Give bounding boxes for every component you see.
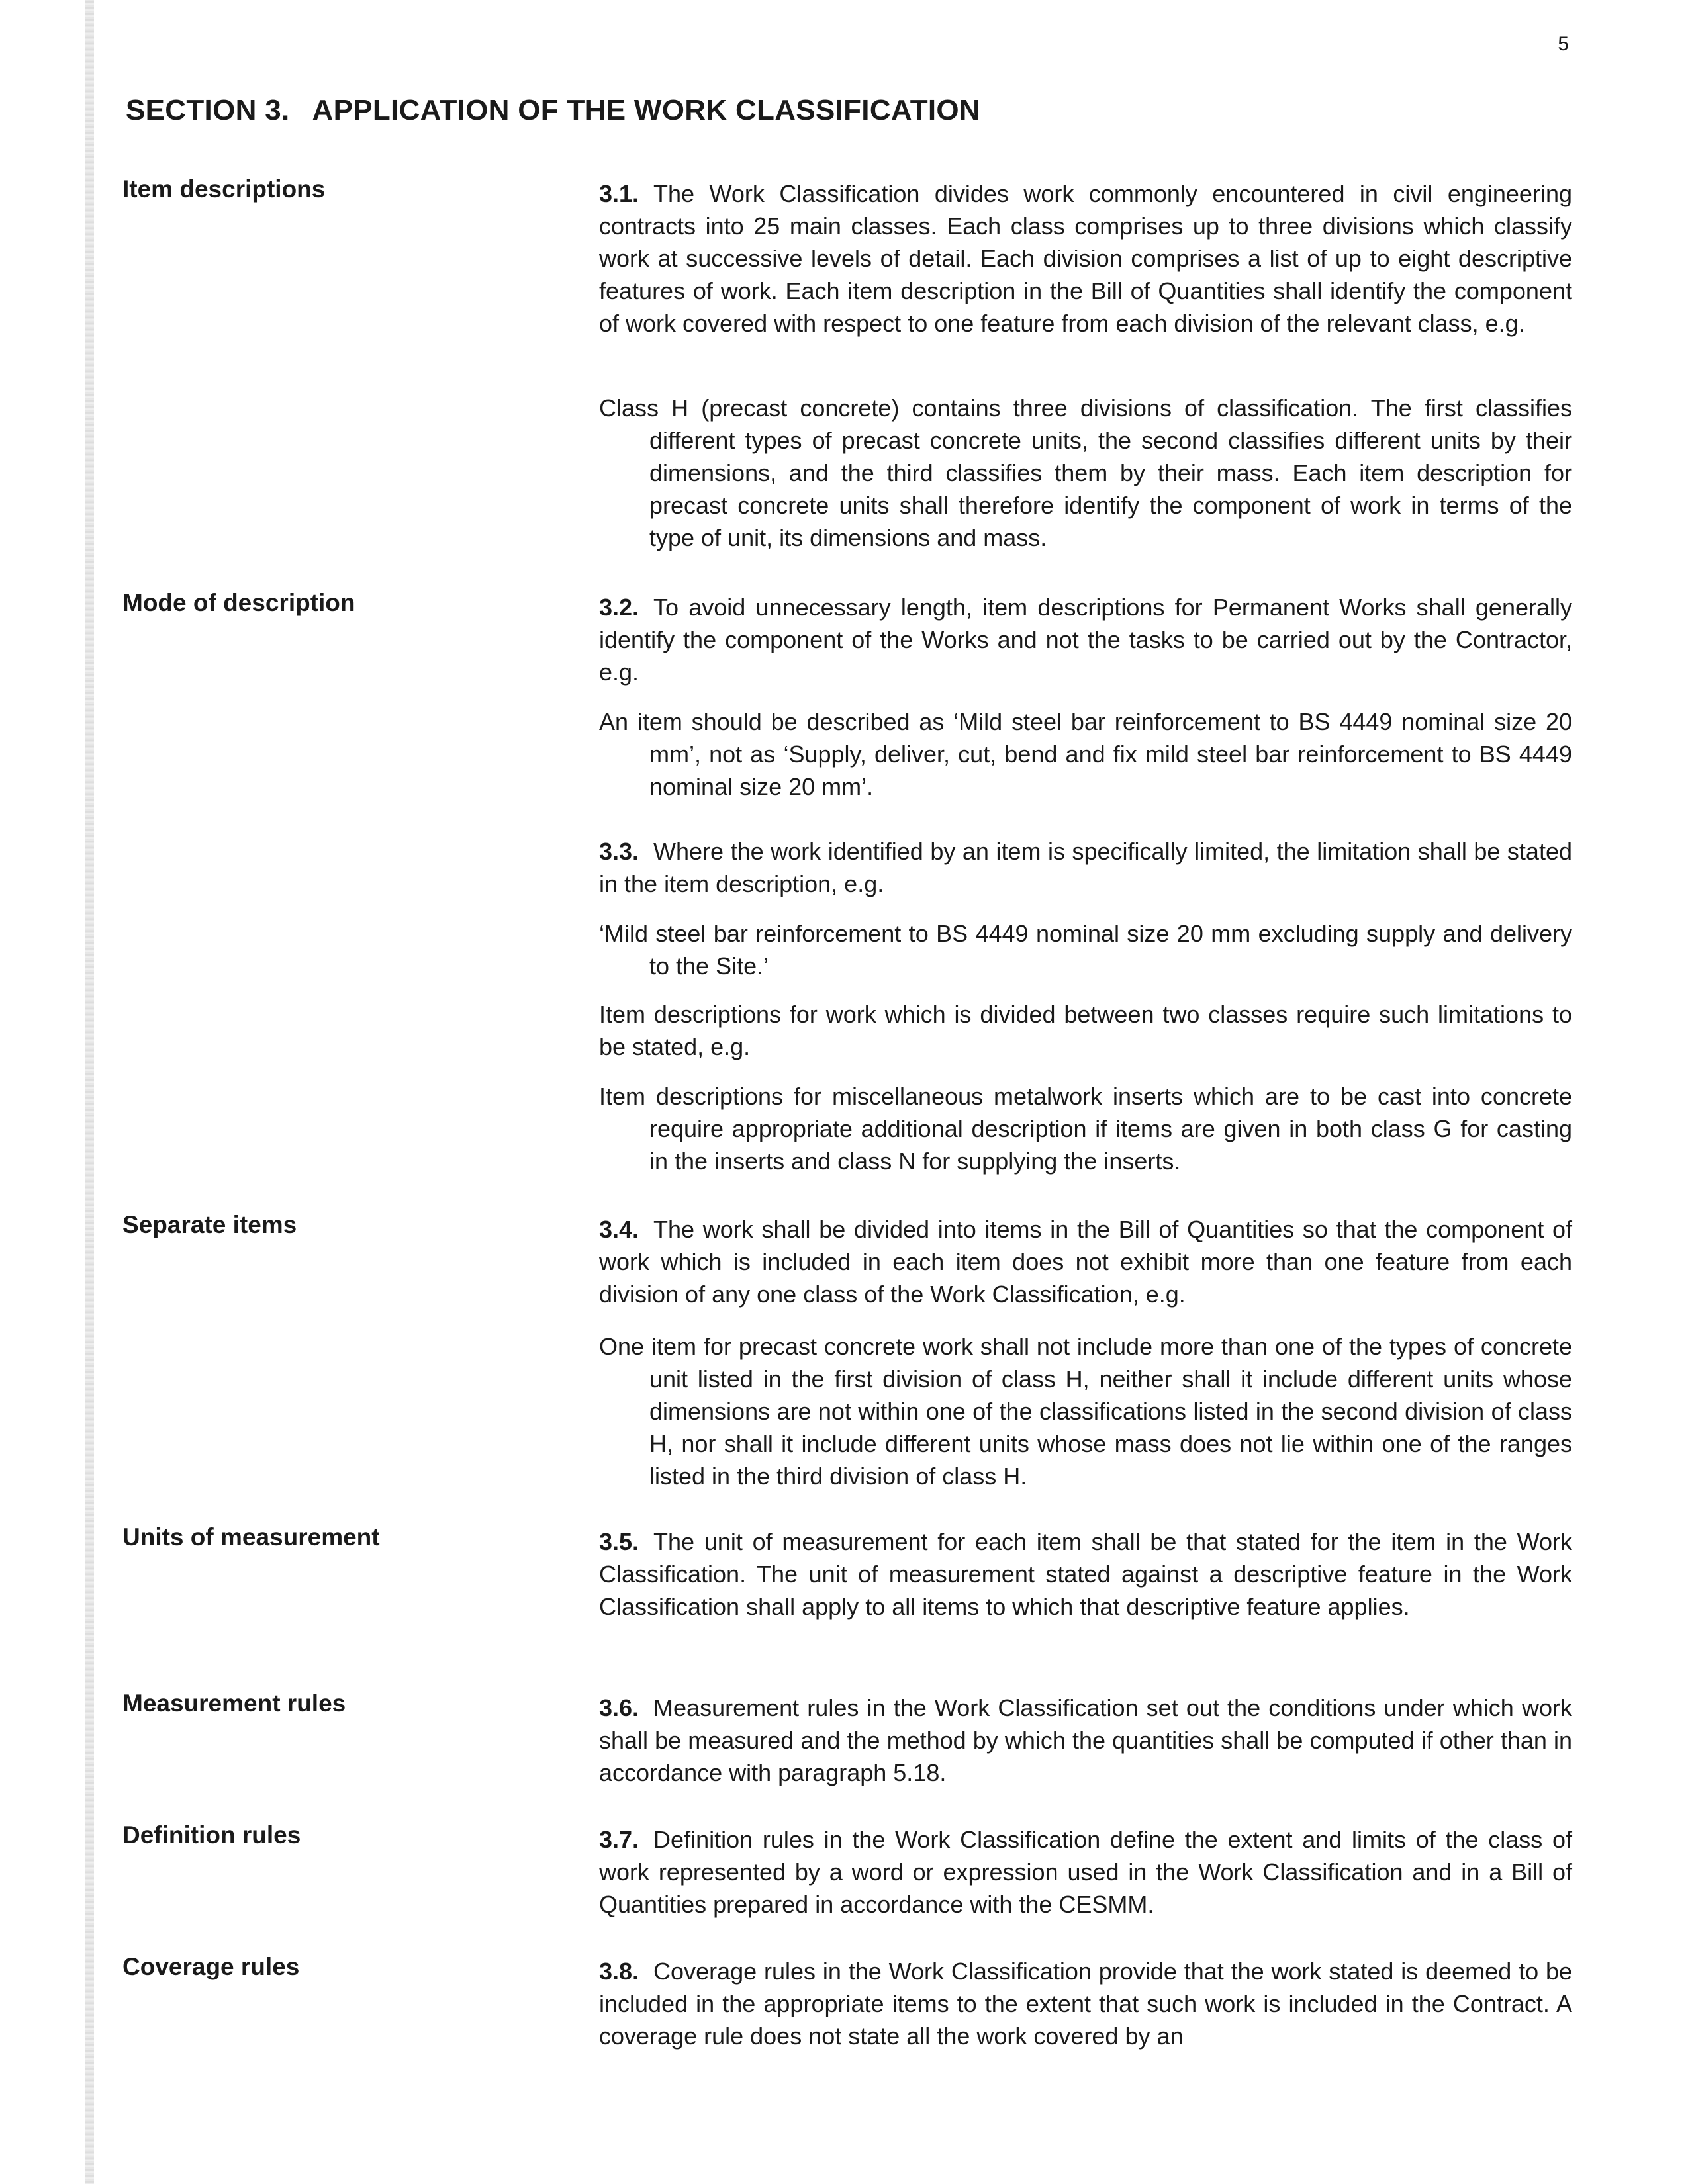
paragraph-3-1 — [599, 177, 1572, 340]
paragraph-number: 3.7. — [599, 1826, 639, 1853]
section-title — [126, 94, 980, 127]
heading-mode-of-description: Mode of description — [122, 589, 355, 616]
paragraph-number: 3.8. — [599, 1958, 639, 1985]
paragraph-3-3-continued: Item descriptions for work which is divided between two classes require such limitations to be stated, e.g. — [599, 1001, 1572, 1060]
paragraph-text: The Work Classification divides work commonly encountered in civil engineering contracts into 25 main classes. Each class comprises up to three divisions which classify work at successive levels of detail. Each division comprises a list of up to eight descriptive features of work. Each item description in the Bill of Quantities shall identify the component of work covered with respect to one feature from each division of the relevant class, e.g. — [599, 180, 1572, 337]
paragraph-3-8 — [599, 1955, 1572, 2052]
heading-measurement-rules: Measurement rules — [122, 1690, 346, 1717]
paragraph-text: The unit of measurement for each item shall be that stated for the item in the Work Classification. The unit of measurement stated against a descriptive feature in the Work Classification shall apply to all items to which that descriptive feature applies. — [599, 1528, 1572, 1620]
paragraph-3-5 — [599, 1525, 1572, 1623]
example-3-3-a: ‘Mild steel bar reinforcement to BS 4449 nominal size 20 mm excluding supply and delivery to the Site.’ — [599, 920, 1572, 979]
paragraph-number: 3.2. — [599, 594, 639, 621]
example-3-3-b: Item descriptions for miscellaneous metalwork inserts which are to be cast into concrete require appropriate additional description if items are given in both class G for casting in the inserts and class N for supplying the inserts. — [599, 1083, 1572, 1175]
heading-units-of-measurement: Units of measurement — [122, 1524, 380, 1551]
example-3-1: Class H (precast concrete) contains three divisions of classification. The first classifies different types of precast concrete units, the second classifies different units by their dimensions, and the third classifies them by their mass. Each item description for precast concrete units shall therefore identify the component of work in terms of the type of unit, its dimensions and mass. — [599, 394, 1572, 551]
heading-coverage-rules: Coverage rules — [122, 1953, 300, 1980]
paragraph-text: The work shall be divided into items in the Bill of Quantities so that the component of work which is included in each item does not exhibit more than one feature from each division of any one class of the Work Classification, e.g. — [599, 1216, 1572, 1308]
paragraph-text: To avoid unnecessary length, item descriptions for Permanent Works shall generally identify the component of the Works and not the tasks to be carried out by the Contractor, e.g. — [599, 594, 1572, 686]
paragraph-number: 3.3. — [599, 838, 639, 865]
paragraph-number: 3.6. — [599, 1694, 639, 1721]
paragraph-3-4 — [599, 1213, 1572, 1310]
heading-item-descriptions: Item descriptions — [122, 175, 326, 203]
paragraph-text: Coverage rules in the Work Classification provide that the work stated is deemed to be included in the appropriate items to the extent that such work is included in the Contract. A coverage rule does not state all the work covered by an — [599, 1958, 1572, 2050]
paragraph-number: 3.4. — [599, 1216, 639, 1243]
paragraph-text: Measurement rules in the Work Classification set out the conditions under which work shall be measured and the method by which the quantities shall be computed if other than in accordance with paragraph 5.18. — [599, 1694, 1572, 1786]
paragraph-3-3 — [599, 835, 1572, 900]
paragraph-3-6 — [599, 1692, 1572, 1789]
paragraph-text: Where the work identified by an item is specifically limited, the limitation shall be stated in the item description, e.g. — [599, 838, 1572, 897]
scan-binding-edge — [85, 0, 94, 2184]
heading-separate-items: Separate items — [122, 1211, 297, 1238]
paragraph-number: 3.5. — [599, 1528, 639, 1555]
example-3-2: An item should be described as ‘Mild steel bar reinforcement to BS 4449 nominal size 20 mm’, not as ‘Supply, deliver, cut, bend and fix mild steel bar reinforcement to BS 4449 nominal size 20 mm’. — [599, 708, 1572, 800]
paragraph-3-2 — [599, 591, 1572, 688]
paragraph-number: 3.1. — [599, 180, 639, 207]
section-number: SECTION 3. — [126, 94, 290, 126]
heading-definition-rules: Definition rules — [122, 1821, 301, 1848]
example-3-4: One item for precast concrete work shall not include more than one of the types of concrete unit listed in the first division of class H, neither shall it include different units whose dimensions are not within one of the classifications listed in the second division of class H, nor shall it include different units whose mass does not lie within one of the ranges listed in the third division of class H. — [599, 1333, 1572, 1490]
page-number: 5 — [1558, 33, 1569, 55]
paragraph-3-7 — [599, 1823, 1572, 1921]
paragraph-text: Definition rules in the Work Classification define the extent and limits of the class of work represented by a word or expression used in the Work Classification and in a Bill of Quantities prepared in accordance with the CESMM. — [599, 1826, 1572, 1918]
section-title-text: APPLICATION OF THE WORK CLASSIFICATION — [312, 94, 980, 126]
